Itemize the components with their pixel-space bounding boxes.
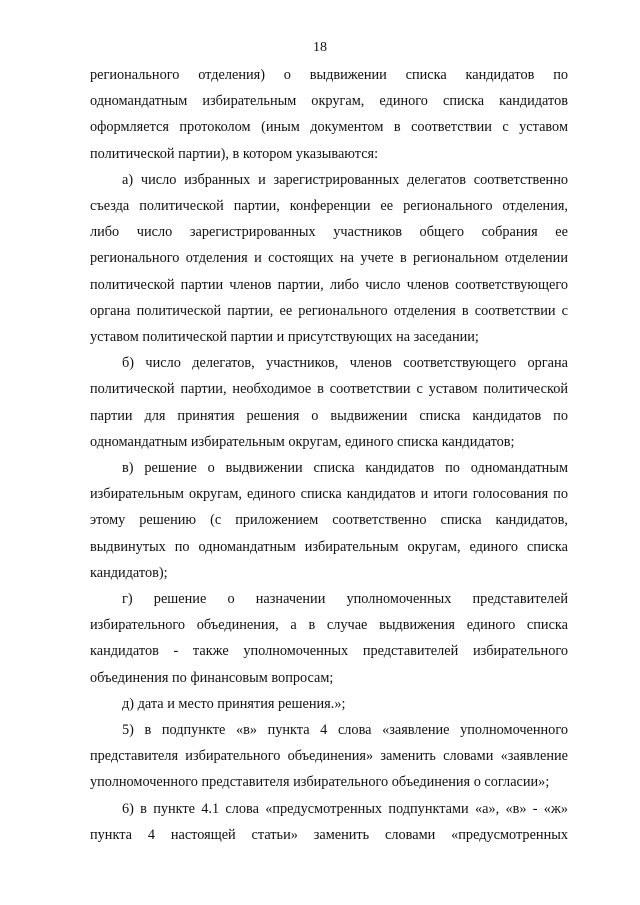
text-line: уполномоченного представителя избирательного объединения о согласии»; (90, 774, 550, 791)
text-line: объединения по финансовым вопросам; (90, 669, 334, 686)
text-line: либо число зарегистрированных участников общего собрания ее (90, 224, 568, 241)
text-line: одномандатным избирательным округам, единого списка кандидатов; (90, 433, 515, 450)
text-line: регионального отделения) о выдвижении списка кандидатов по (90, 67, 568, 83)
paragraph (90, 586, 568, 691)
text-line: выдвинутых по одномандатным избирательным округам, единого списка (90, 538, 568, 555)
paragraph (90, 455, 568, 586)
text-line: кандидатов - также уполномоченных представителей избирательного (90, 643, 568, 660)
text-line: избирательным округам, единого списка кандидатов и итоги голосования по (90, 486, 568, 503)
paragraph (90, 167, 568, 350)
text-line: в) решение о выдвижении списка кандидатов по одномандатным (122, 460, 568, 477)
paragraph (90, 796, 568, 848)
text-line: пункта 4 настоящей статьи» заменить словами «предусмотренных (90, 826, 568, 843)
text-line: политической партии, необходимое в соответствии с уставом политической (90, 381, 568, 398)
text-line: избирательного объединения, а в случае выдвижения единого списка (90, 617, 568, 634)
text-line: 5) в подпункте «в» пункта 4 слова «заявление уполномоченного (122, 722, 568, 739)
text-line: политической партии членов партии, либо число членов соответствующего (90, 276, 568, 293)
text-line: г) решение о назначении уполномоченных представителей (122, 591, 568, 608)
text-line: б) число делегатов, участников, членов соответствующего органа (122, 355, 568, 372)
text-line: д) дата и место принятия решения.»; (122, 695, 346, 712)
page-number: 18 (313, 40, 327, 55)
text-line: кандидатов); (90, 564, 168, 581)
text-line: уставом политической партии и присутствующих на заседании; (90, 329, 479, 346)
text-line: партии для принятия решения о выдвижении списка кандидатов по (90, 407, 568, 424)
text-line: представителя избирательного объединения» заменить словами «заявление (90, 748, 568, 765)
document-body (90, 62, 568, 848)
text-line: съезда политической партии, конференции ее регионального отделения, (90, 198, 568, 215)
text-line: одномандатным избирательным округам, единого списка кандидатов (90, 93, 568, 110)
text-line: этому решению (с приложением соответственно списка кандидатов, (90, 512, 568, 529)
paragraph (90, 62, 568, 167)
paragraph (90, 717, 568, 796)
text-line: оформляется протоколом (иным документом в соответствии с уставом (90, 119, 568, 136)
text-line: 6) в пункте 4.1 слова «предусмотренных подпунктами «а», «в» - «ж» (122, 800, 568, 817)
paragraph (90, 350, 568, 455)
paragraph (90, 691, 568, 717)
text-line: регионального отделения и состоящих на учете в региональном отделении (90, 250, 568, 267)
text-line: политической партии), в котором указываются: (90, 145, 379, 162)
text-line: а) число избранных и зарегистрированных делегатов соответственно (122, 171, 568, 188)
text-line: органа политической партии, ее регионального отделения в соответствии с (90, 302, 568, 319)
